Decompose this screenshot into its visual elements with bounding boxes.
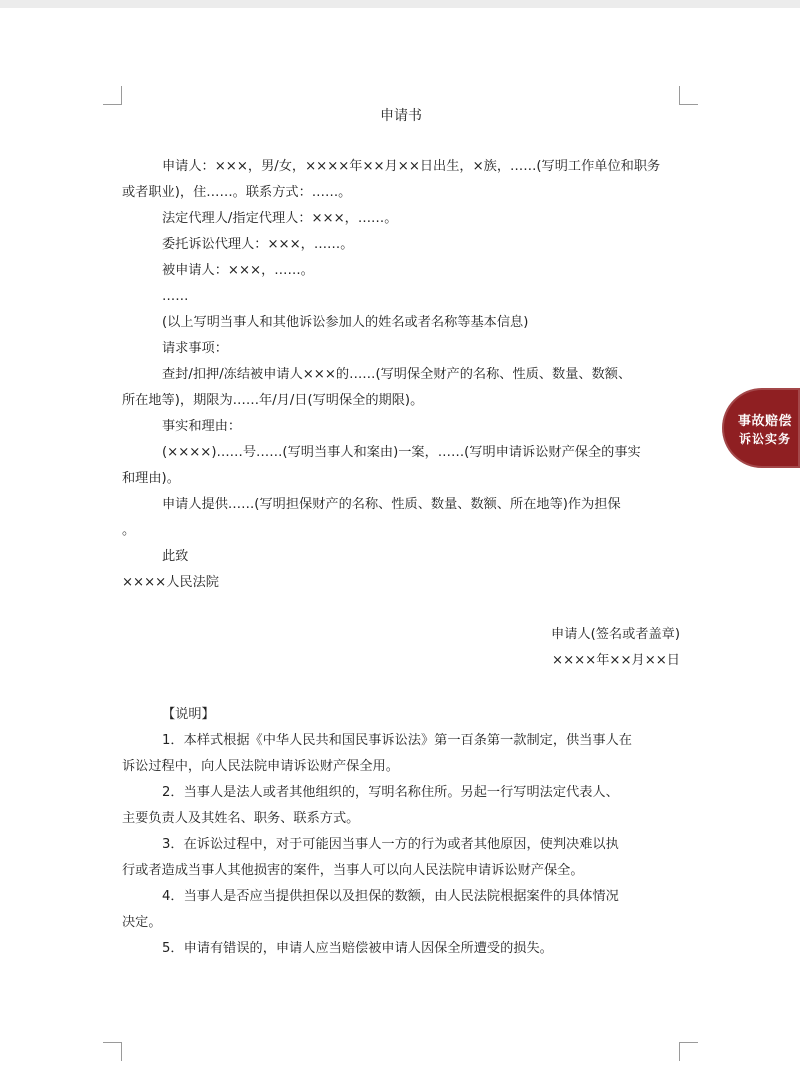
note-4-line-1: 4．当事人是否应当提供担保以及担保的数额，由人民法院根据案件的具体情况 — [162, 889, 619, 904]
facts-line-2: 和理由)。 — [122, 471, 180, 486]
request-line-1: 查封/扣押/冻结被申请人×××的……(写明保全财产的名称、性质、数量、数额、 — [162, 367, 632, 382]
document-body — [122, 104, 680, 963]
note-2-line-2: 主要负责人及其姓名、职务、联系方式。 — [122, 811, 360, 826]
document-title: 申请书 — [380, 108, 422, 124]
legal-representative-line: 法定代理人/指定代理人：×××，……。 — [162, 211, 398, 226]
salutation: 此致 — [162, 549, 189, 564]
note-1-line-1: 1．本样式根据《中华人民共和国民事诉讼法》第一百条第一款制定，供当事人在 — [162, 733, 632, 748]
signature-line: 申请人(签名或者盖章) — [551, 627, 680, 642]
brand-badge — [722, 388, 800, 468]
court-name: ××××人民法院 — [122, 575, 219, 590]
note-2-line-1: 2．当事人是法人或者其他组织的，写明名称住所。另起一行写明法定代表人、 — [162, 785, 619, 800]
corner-mark-top-right — [679, 86, 698, 105]
corner-mark-bottom-left — [103, 1042, 122, 1061]
guarantee-line-1: 申请人提供……(写明担保财产的名称、性质、数量、数额、所在地等)作为担保 — [162, 497, 621, 512]
facts-line-1: (××××)……号……(写明当事人和案由)一案，……(写明申请诉讼财产保全的事实 — [162, 445, 641, 460]
request-line-2: 所在地等)，期限为……年/月/日(写明保全的期限)。 — [122, 393, 424, 408]
note-1-line-2: 诉讼过程中，向人民法院申请诉讼财产保全用。 — [122, 759, 399, 774]
guarantee-line-2: 。 — [122, 523, 136, 538]
requests-heading: 请求事项： — [162, 341, 228, 356]
ellipsis-line: …… — [162, 289, 189, 304]
applicant-line-1: 申请人：×××，男/女，××××年××月××日出生，×族，……(写明工作单位和职务 — [162, 159, 661, 174]
note-3-line-1: 3．在诉讼过程中，对于可能因当事人一方的行为或者其他原因，使判决难以执 — [162, 837, 619, 852]
note-3-line-2: 行或者造成当事人其他损害的案件，当事人可以向人民法院申请诉讼财产保全。 — [122, 863, 584, 878]
applicant-line-2: 或者职业)，住……。联系方式：……。 — [122, 185, 352, 200]
facts-heading: 事实和理由： — [162, 419, 242, 434]
note-5-line-1: 5．申请有错误的，申请人应当赔偿被申请人因保全所遭受的损失。 — [162, 941, 553, 956]
badge-line-2: 诉讼实务 — [738, 432, 791, 446]
party-info-note: (以上写明当事人和其他诉讼参加人的姓名或者名称等基本信息) — [162, 315, 529, 330]
notes-heading: 【说明】 — [162, 707, 215, 722]
respondent-line: 被申请人：×××，……。 — [162, 263, 314, 278]
corner-mark-bottom-right — [679, 1042, 698, 1061]
signature-date: ××××年××月××日 — [552, 653, 680, 668]
badge-line-1: 事故赔偿 — [737, 414, 792, 429]
corner-mark-top-left — [103, 86, 122, 105]
note-4-line-2: 决定。 — [122, 915, 162, 930]
agent-line: 委托诉讼代理人：×××，……。 — [162, 237, 354, 252]
